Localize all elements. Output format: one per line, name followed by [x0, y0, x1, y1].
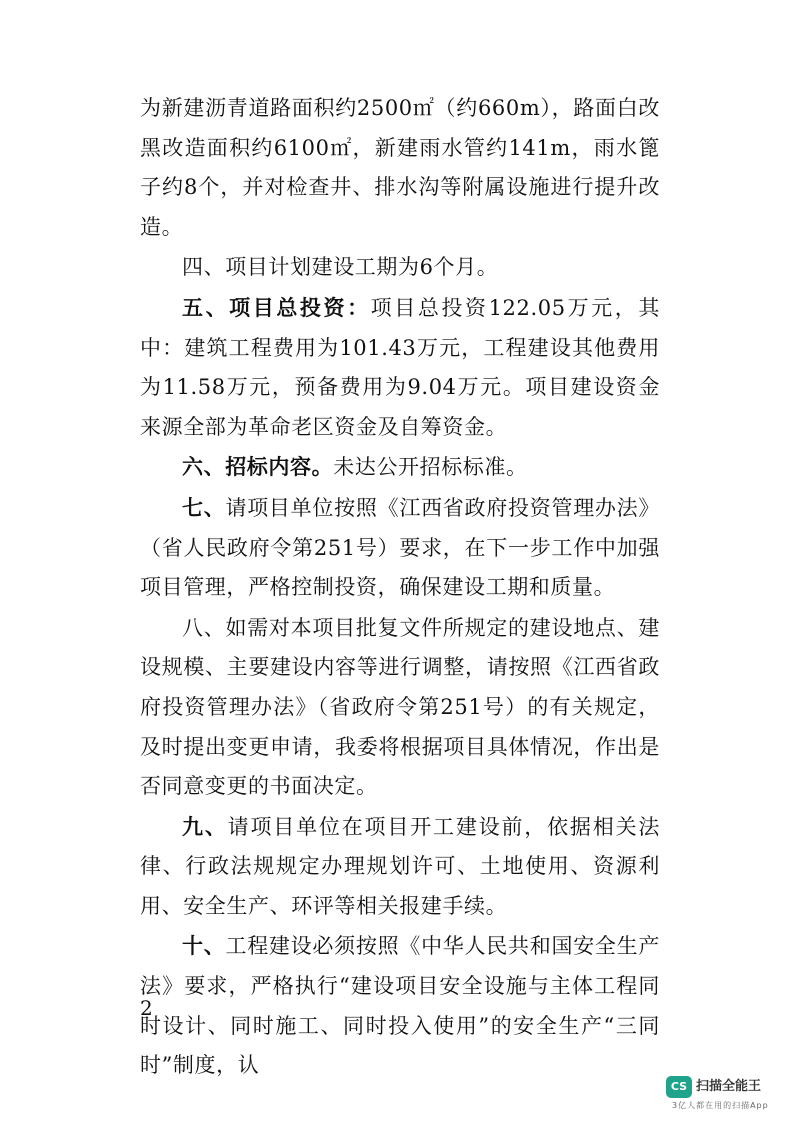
- paragraph-lead: 五、项目总投资：: [182, 294, 371, 320]
- paragraph-continuation: [140, 88, 660, 247]
- page-number: 2: [140, 996, 153, 1020]
- paragraph-investment: [140, 288, 660, 447]
- paragraph-text: 为新建沥青道路面积约2500㎡（约660m），路面白改黑改造面积约6100㎡，新建雨水管约141m，雨水篦子约8个，并对检查井、排水沟等附属设施进行提升改造。: [140, 96, 660, 239]
- document-body: [140, 88, 660, 1086]
- paragraph-permits: [140, 807, 660, 927]
- paragraph-text: 八、如需对本项目批复文件所规定的建设地点、建设规模、主要建设内容等进行调整，请按照《江西省政府投资管理办法》（省政府令第251号）的有关规定，及时提出变更申请，我委将根据项目具体情况，作出是否同意变更的书面决定。: [140, 615, 660, 799]
- paragraph-text: 工程建设必须按照《中华人民共和国安全生产法》要求，严格执行“建设项目安全设施与主体工程同时设计、同时施工、同时投入使用”的安全生产“三同时”制度，认: [140, 934, 660, 1078]
- paragraph-lead: 七、: [182, 494, 226, 520]
- watermark-tagline: 3亿人都在用的扫描App: [672, 1101, 769, 1110]
- paragraph-text: 请项目单位按照《江西省政府投资管理办法》（省人民政府令第251号）要求，在下一步工作中加强项目管理，严格控制投资，确保建设工期和质量。: [140, 495, 660, 600]
- paragraph-lead: 十、: [182, 933, 226, 959]
- scanner-watermark: [666, 1076, 788, 1116]
- paragraph-adjustment: [140, 608, 660, 807]
- paragraph-safety: [140, 926, 660, 1085]
- paragraph-management: [140, 488, 660, 608]
- paragraph-bidding: [140, 447, 660, 488]
- paragraph-schedule: [140, 247, 660, 288]
- paragraph-text: 未达公开招标标准。: [333, 455, 528, 480]
- paragraph-text: 四、项目计划建设工期为6个月。: [182, 255, 499, 280]
- camscanner-logo-icon: CS: [666, 1076, 692, 1098]
- paragraph-lead: 九、: [182, 813, 228, 839]
- paragraph-text: 项目总投资122.05万元，其中：建筑工程费用为101.43万元，工程建设其他费用为11.58万元，预备费用为9.04万元。项目建设资金来源全部为革命老区资金及自筹资金。: [140, 295, 660, 439]
- paragraph-text: 请项目单位在项目开工建设前，依据相关法律、行政法规规定办理规划许可、土地使用、资源利用、安全生产、环评等相关报建手续。: [140, 814, 660, 918]
- paragraph-lead: 六、招标内容。: [182, 454, 334, 480]
- watermark-app-name: 扫描全能王: [696, 1079, 762, 1094]
